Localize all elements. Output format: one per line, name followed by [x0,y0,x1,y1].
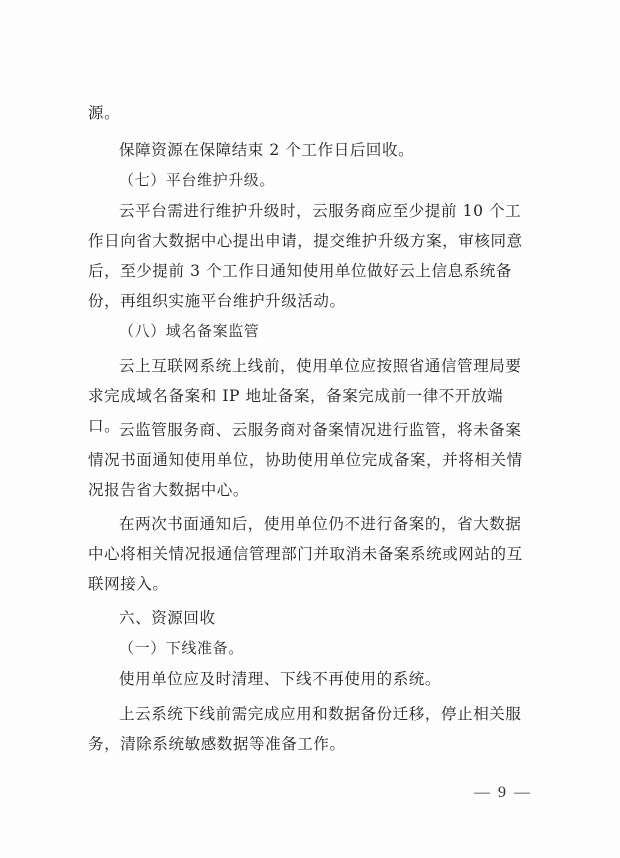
paragraph-platform-maintenance: 云平台需进行维护升级时，云服务商应至少提前 10 个工作日向省大数据中心提出申请，提交维护升级方案，审核同意后，至少提前 3 个工作日通知使用单位做好云上信息系统备份，再组织实施平台维护升级活动。 [88,202,523,310]
paragraph-cancel-access: 在两次书面通知后，使用单位仍不进行备案的，省大数据中心将相关情况报通信管理部门并取消未备案系统或网站的互联网接入。 [88,515,523,593]
paragraph-continuation: 源。 [88,104,121,122]
subheading-platform-maintenance: （七）平台维护升级。 [119,171,276,189]
subheading-offline-preparation: （一）下线准备。 [119,639,244,657]
paragraph-offline-steps: 上云系统下线前需完成应用和数据备份迁移，停止相关服务，清除系统敏感数据等准备工作。 [88,705,522,753]
page-number: — 9 — [474,784,532,801]
paragraph-resource-reclaim: 保障资源在保障结束 2 个工作日后回收。 [119,141,415,159]
paragraph-domain-filing: 云上互联网系统上线前，使用单位应按照省通信管理局要求完成域名备案和 IP 地址备案，备案完成前一律不开放端口。 [88,357,522,435]
section-heading-resource-recycling: 六、资源回收 [119,609,216,627]
subheading-domain-filing: （八）域名备案监管 [119,322,260,340]
paragraph-cleanup: 使用单位应及时清理、下线不再使用的系统。 [119,670,442,688]
paragraph-supervision: 云监管服务商、云服务商对备案情况进行监管，将未备案情况书面通知使用单位，协助使用单位完成备案，并将相关情况报告省大数据中心。 [88,421,523,499]
